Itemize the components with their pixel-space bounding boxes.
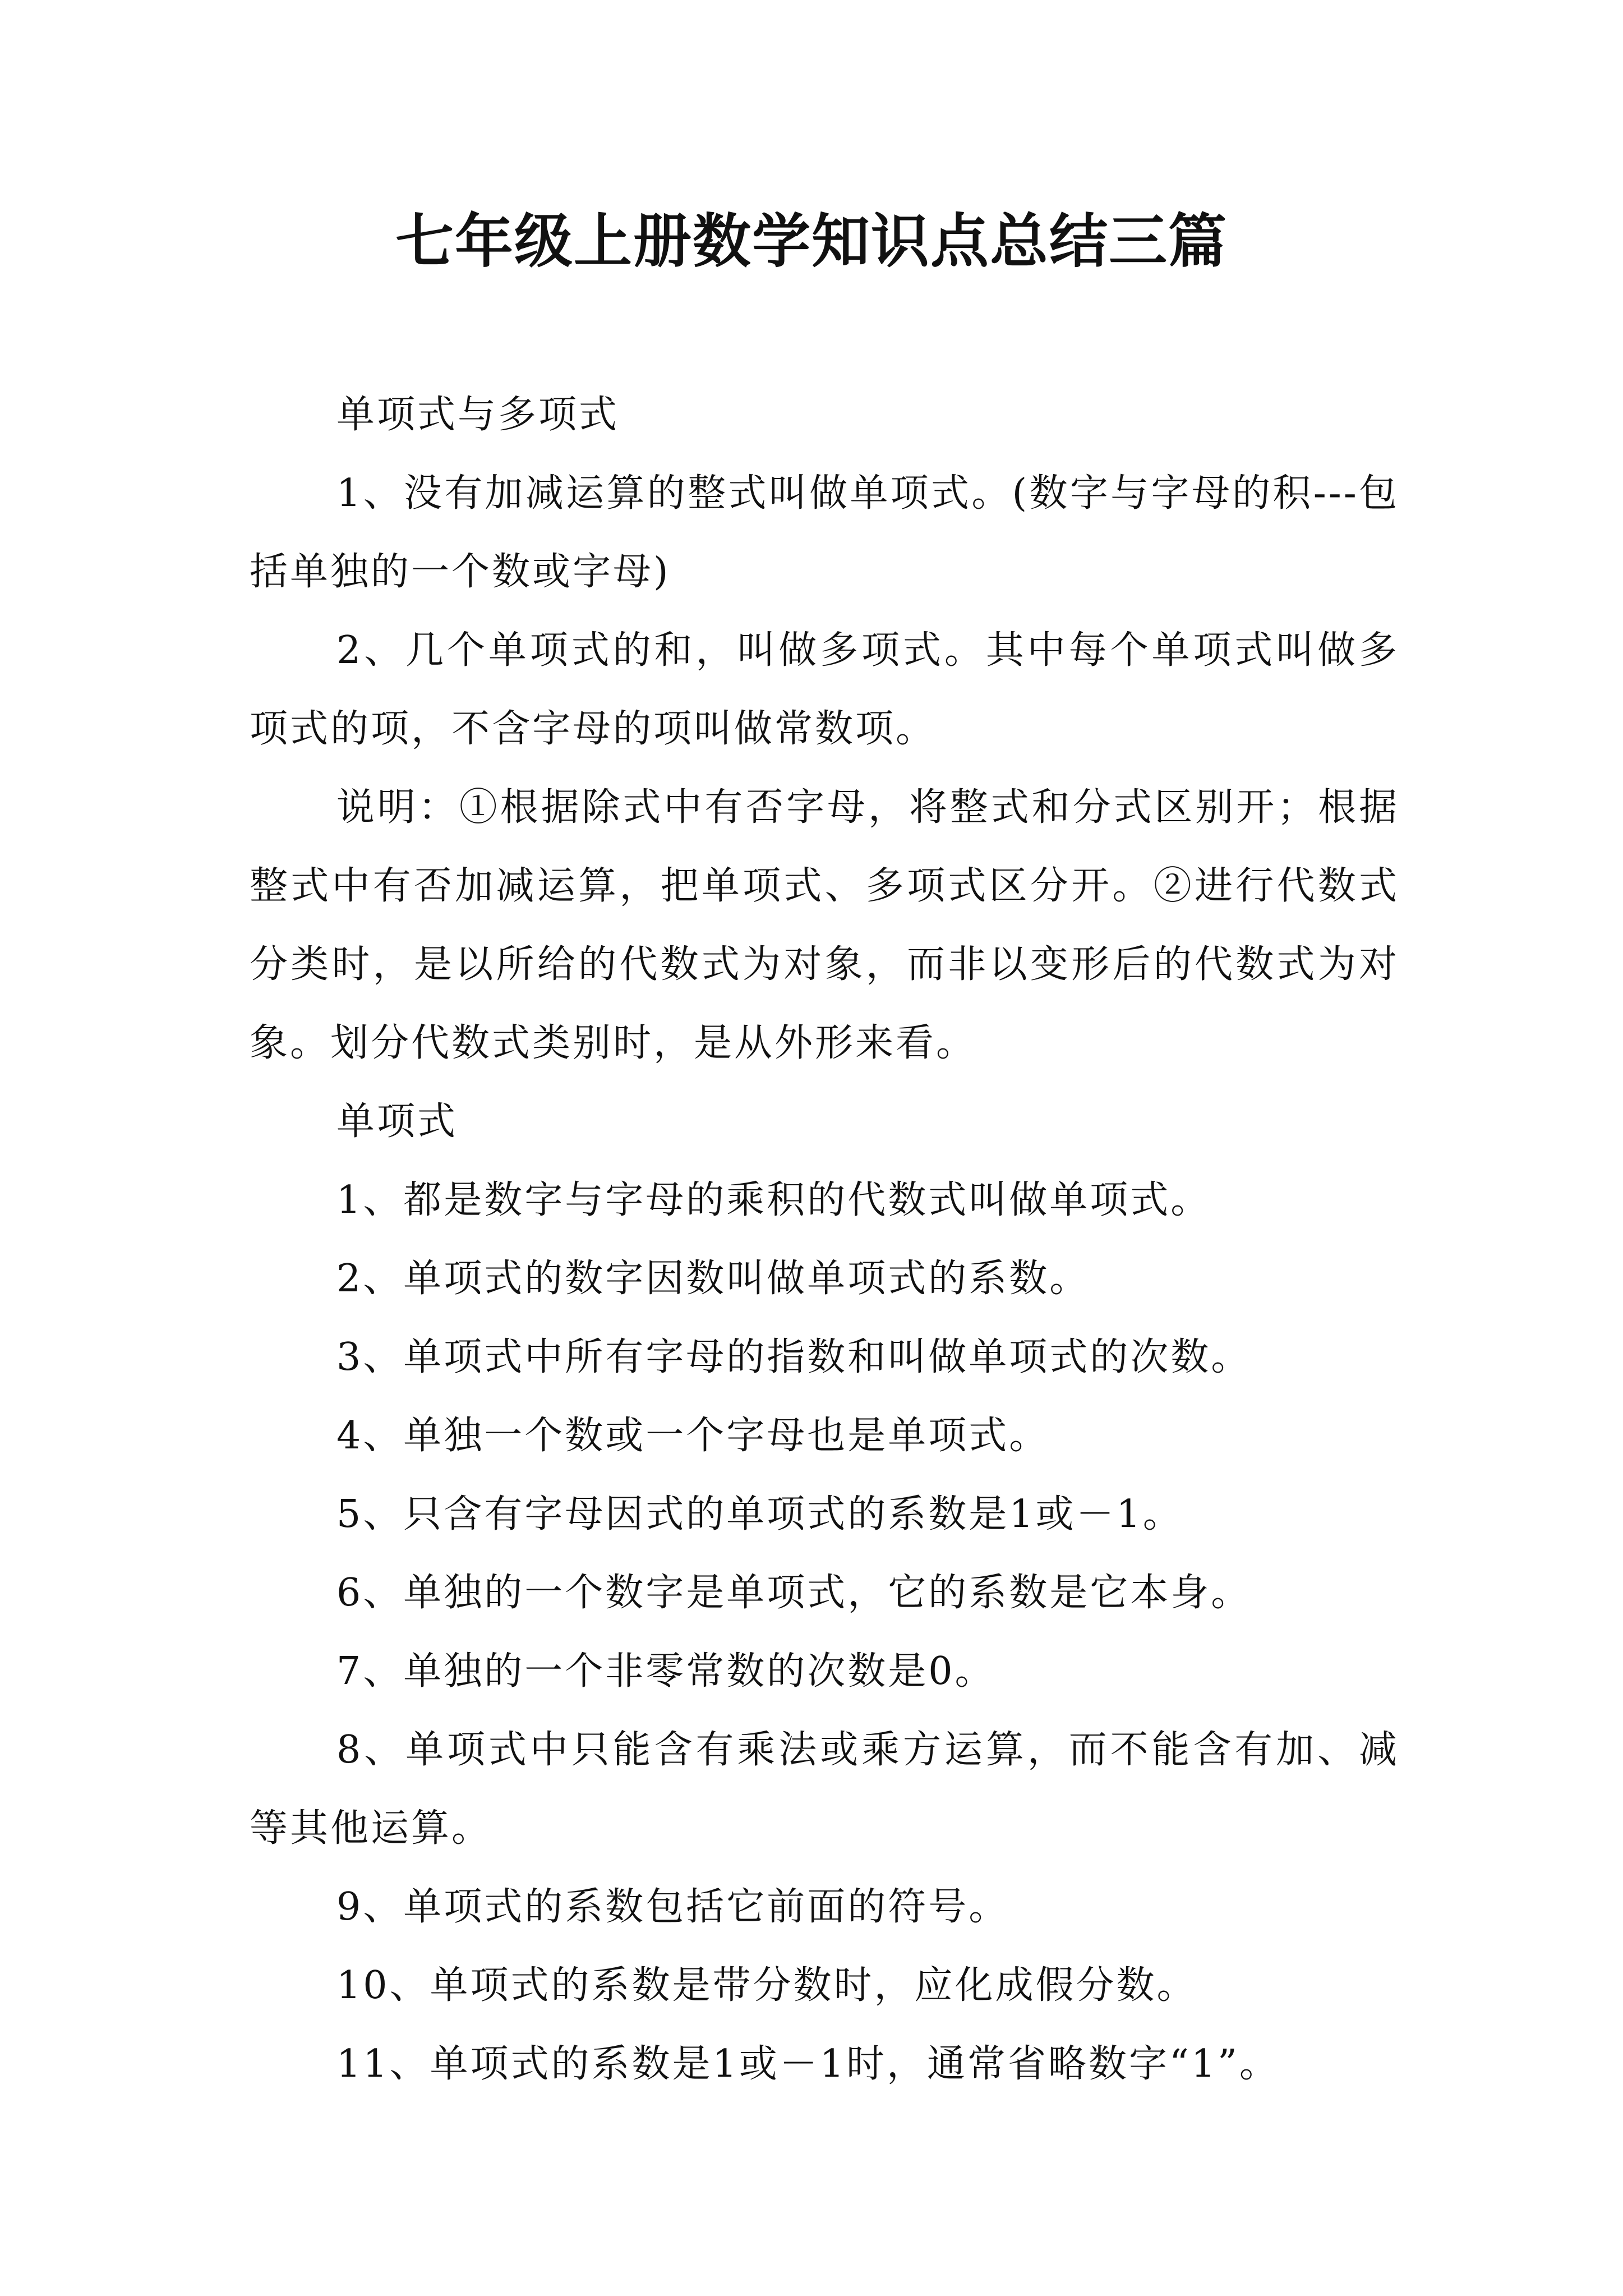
list-item-4: 4、单独一个数或一个字母也是单项式。	[336, 1414, 1050, 1458]
list-item-1: 1、都是数字与字母的乘积的代数式叫做单项式。	[336, 1178, 1211, 1222]
list-item-10: 10、单项式的系数是带分数时，应化成假分数。	[336, 1963, 1197, 2008]
section-heading-monomial-polynomial: 单项式与多项式	[336, 393, 620, 437]
list-item-7: 7、单独的一个非零常数的次数是0。	[336, 1649, 995, 1694]
document-title: 七年级上册数学知识点总结三篇	[395, 206, 1228, 275]
list-item-8: 8、单项式中只能含有乘法或乘方运算，而不能含有加、减等其他运算。	[250, 1728, 1399, 1851]
paragraph-2: 2、几个单项式的和，叫做多项式。其中每个单项式叫做多项式的项，不含字母的项叫做常数项。	[250, 628, 1399, 751]
paragraph-note: 说明：①根据除式中有否字母，将整式和分式区别开；根据整式中有否加减运算，把单项式、多项式区分开。②进行代数式分类时，是以所给的代数式为对象，而非以变形后的代数式为对象。划分代数式类别时，是从外形来看。	[250, 785, 1399, 1065]
list-item-9: 9、单项式的系数包括它前面的符号。	[336, 1885, 1009, 1929]
list-item-6: 6、单独的一个数字是单项式，它的系数是它本身。	[336, 1571, 1252, 1615]
list-item-3: 3、单项式中所有字母的指数和叫做单项式的次数。	[336, 1335, 1252, 1379]
section-heading-monomial: 单项式	[336, 1099, 458, 1144]
list-item-5: 5、只含有字母因式的单项式的系数是1或－1。	[336, 1492, 1183, 1536]
list-item-2: 2、单项式的数字因数叫做单项式的系数。	[336, 1257, 1090, 1301]
document-body	[250, 376, 1399, 2104]
paragraph-1: 1、没有加减运算的整式叫做单项式。(数字与字母的积---包括单独的一个数或字母)	[250, 471, 1399, 594]
list-item-11: 11、单项式的系数是1或－1时，通常省略数字“1”。	[336, 2042, 1280, 2086]
